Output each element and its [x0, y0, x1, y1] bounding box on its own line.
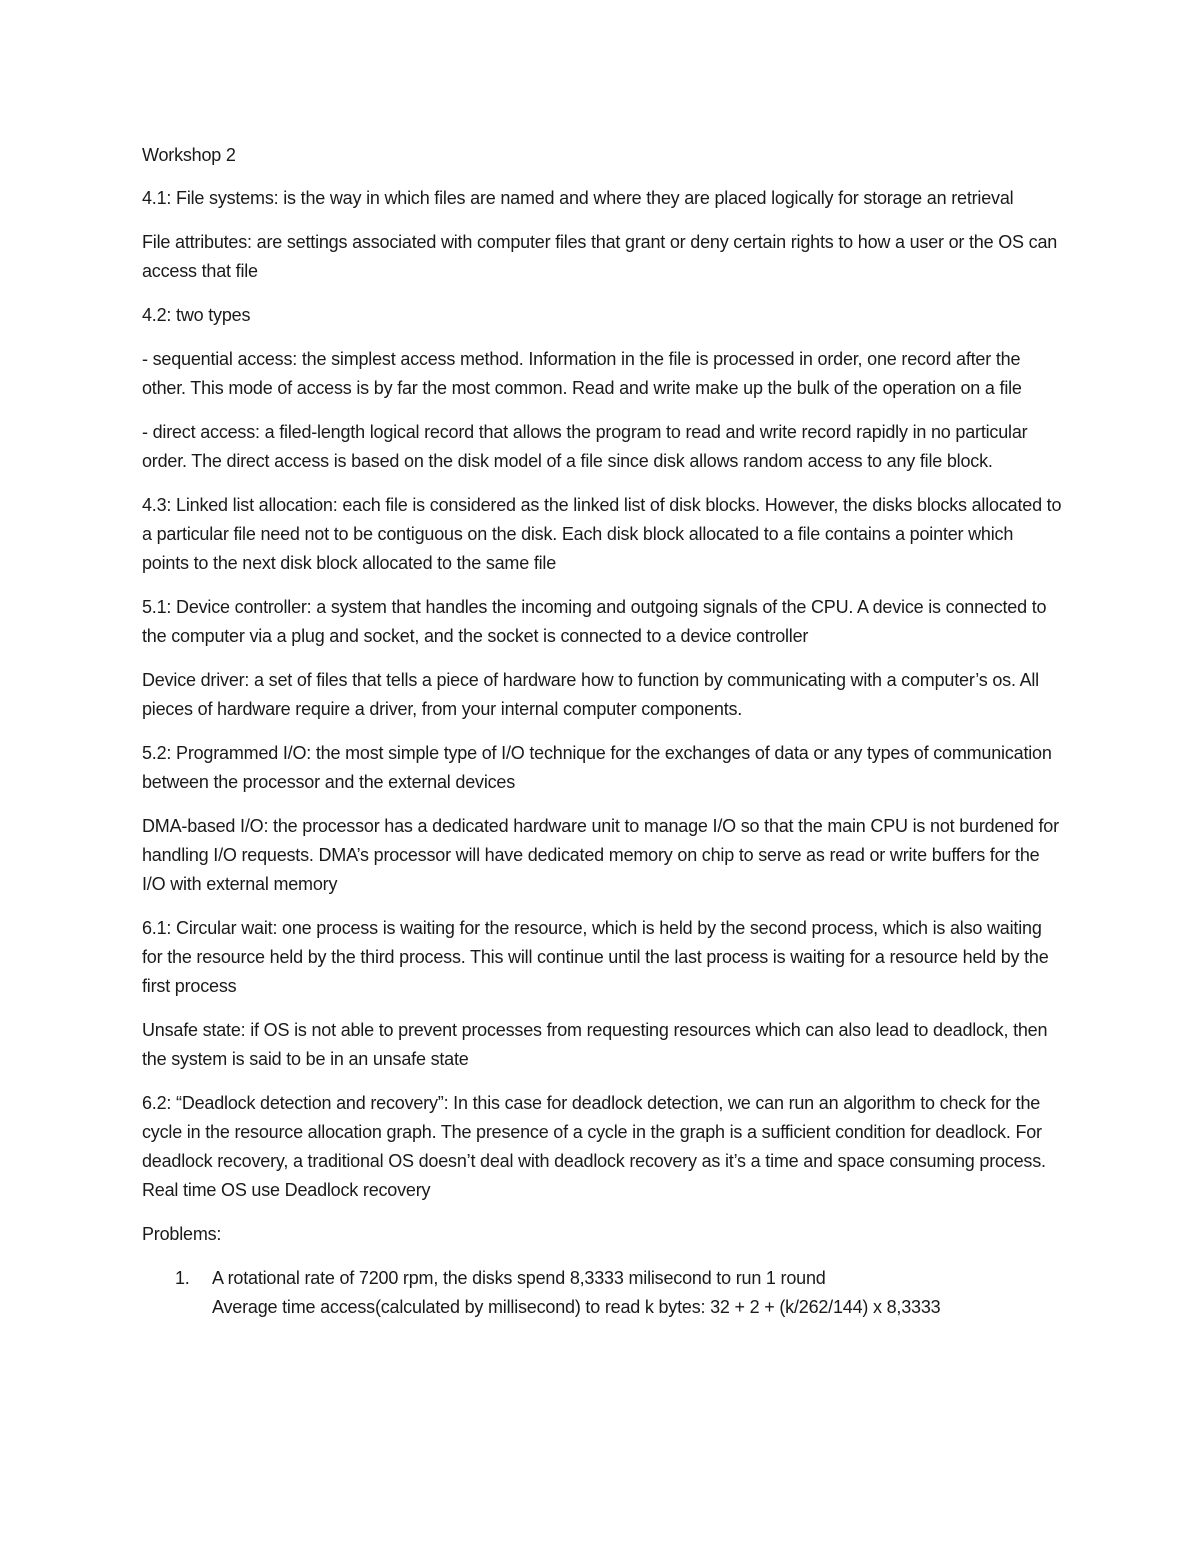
problems-list	[142, 1264, 1062, 1322]
paragraph-4-3-linked-list: 4.3: Linked list allocation: each file is considered as the linked list of disk blocks. However, the disks blocks allocated to a particular file need not to be contiguous on the disk. Each disk block allocated to a file contains a pointer which points to the next disk block allocated to the same file	[142, 495, 1062, 573]
paragraph-6-2-deadlock-detection: 6.2: “Deadlock detection and recovery”: In this case for deadlock detection, we can run an algorithm to check for the cycle in the resource allocation graph. The presence of a cycle in the graph is a sufficient condition for deadlock. For deadlock recovery, a traditional OS doesn’t deal with deadlock recovery as it’s a time and space consuming process. Real time OS use Deadlock recovery	[142, 1093, 1046, 1200]
paragraph-4-1-file-systems: 4.1: File systems: is the way in which files are named and where they are placed logically for storage an retrieval	[142, 188, 1014, 208]
paragraph-5-2-programmed-io: 5.2: Programmed I/O: the most simple type of I/O technique for the exchanges of data or any types of communication between the processor and the external devices	[142, 743, 1052, 792]
paragraph-sequential-access: - sequential access: the simplest access method. Information in the file is processed in order, one record after the other. This mode of access is by far the most common. Read and write make up the bulk of the operation on a file	[142, 349, 1022, 398]
paragraph-file-attributes: File attributes: are settings associated with computer files that grant or deny certain rights to how a user or the OS can access that file	[142, 232, 1058, 281]
paragraph-6-1-circular-wait: 6.1: Circular wait: one process is waiting for the resource, which is held by the second process, which is also waiting for the resource held by the third process. This will continue until the last process is waiting for a resource held by the first process	[142, 918, 1049, 996]
paragraph-problems-heading: Problems:	[142, 1224, 222, 1244]
paragraph-5-1-device-controller: 5.1: Device controller: a system that handles the incoming and outgoing signals of the CPU. A device is connected to the computer via a plug and socket, and the socket is connected to a device controller	[142, 597, 1047, 646]
list-item-number: 1.	[175, 1268, 190, 1288]
paragraph-unsafe-state: Unsafe state: if OS is not able to prevent processes from requesting resources which can also lead to deadlock, then the system is said to be in an unsafe state	[142, 1020, 1048, 1069]
problem-line-rotational-rate: A rotational rate of 7200 rpm, the disks spend 8,3333 milisecond to run 1 round	[212, 1268, 826, 1288]
document-body	[142, 141, 1062, 1322]
list-item	[142, 1264, 1062, 1322]
paragraph-direct-access: - direct access: a filed-length logical record that allows the program to read and write record rapidly in no particular order. The direct access is based on the disk model of a file since disk allows random access to any file block.	[142, 422, 1028, 471]
paragraph-dma-based-io: DMA-based I/O: the processor has a dedicated hardware unit to manage I/O so that the main CPU is not burdened for handling I/O requests. DMA’s processor will have dedicated memory on chip to serve as read or write buffers for the I/O with external memory	[142, 816, 1059, 894]
paragraph-device-driver: Device driver: a set of files that tells a piece of hardware how to function by communicating with a computer’s os. All pieces of hardware require a driver, from your internal computer components.	[142, 670, 1039, 719]
paragraph-4-2-two-types: 4.2: two types	[142, 305, 251, 325]
document-title: Workshop 2	[142, 145, 236, 165]
problem-line-average-time-access: Average time access(calculated by millisecond) to read k bytes: 32 + 2 + (k/262/144) x 8,3333	[212, 1297, 941, 1317]
